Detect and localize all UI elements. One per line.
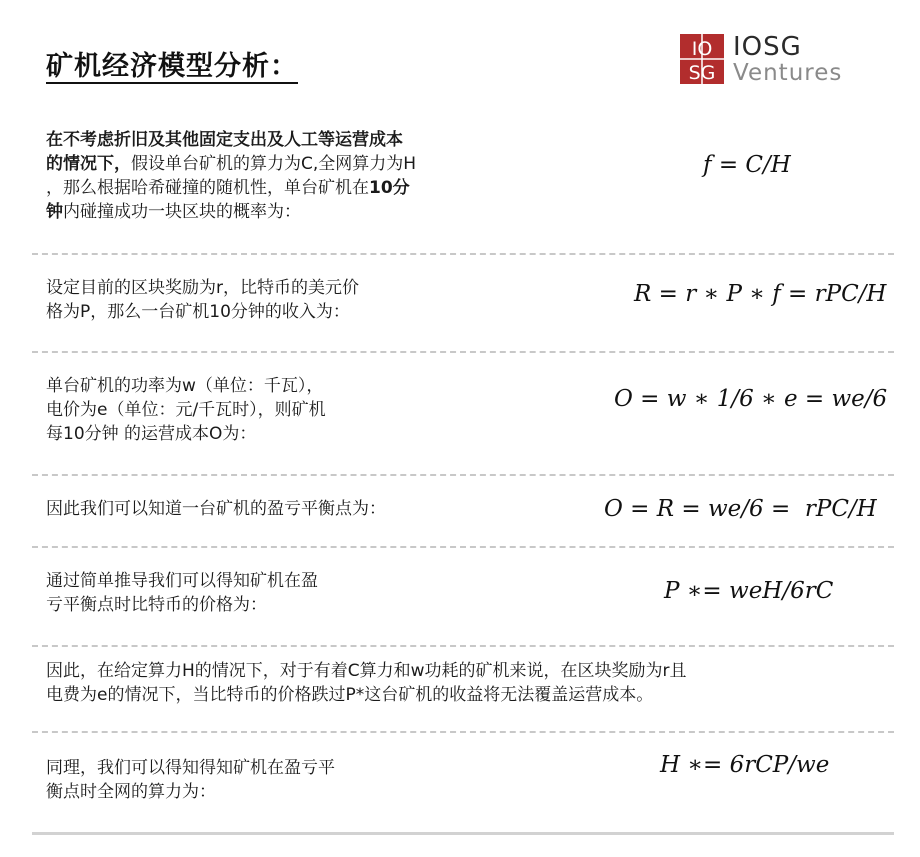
svg-text:SG: SG	[688, 62, 716, 84]
section-6-text	[46, 659, 687, 707]
divider	[32, 731, 894, 733]
text-run: 通过简单推导我们可以得知矿机在盈	[46, 571, 318, 591]
text-run: 电费为e的情况下，当比特币的价格跌过P*这台矿机的收益将无法覆盖运营成本。	[46, 685, 654, 705]
divider	[32, 645, 894, 647]
section-4-text	[46, 497, 386, 521]
text-run: 内碰撞成功一块区块的概率为：	[63, 202, 301, 222]
svg-text:IO: IO	[691, 38, 713, 60]
logo-brand: IOSG	[733, 32, 802, 62]
text-run: 设定目前的区块奖励为r，比特币的美元价	[46, 278, 359, 298]
text-line	[46, 200, 416, 224]
section-7-formula: H ∗= 6rCP/we	[660, 752, 830, 778]
section-3-text	[46, 374, 326, 446]
text-run: 同理，我们可以得知得知矿机在盈亏平	[46, 758, 335, 778]
text-line	[46, 756, 335, 780]
divider	[32, 351, 894, 353]
text-line	[46, 569, 318, 593]
divider	[32, 253, 894, 255]
text-run: ，那么根据哈希碰撞的随机性，单台矿机在	[46, 178, 369, 198]
text-line	[46, 780, 335, 804]
text-line	[46, 398, 326, 422]
divider	[32, 546, 894, 548]
text-line	[46, 422, 326, 446]
text-line	[46, 128, 416, 152]
section-1-formula: f = C/H	[703, 152, 791, 178]
section-5-text	[46, 569, 318, 617]
bold-text-run: 的情况下，	[46, 154, 131, 174]
logo-subtitle: Ventures	[733, 60, 843, 86]
text-line	[46, 374, 326, 398]
text-line	[46, 497, 386, 521]
text-line	[46, 300, 359, 324]
text-line	[46, 593, 318, 617]
divider	[32, 474, 894, 476]
bold-text-run: 在不考虑折旧及其他固定支出及人工等运营成本	[46, 130, 403, 150]
text-run: 因此，在给定算力H的情况下，对于有着C算力和w功耗的矿机来说，在区块奖励为r且	[46, 661, 687, 681]
section-2-text	[46, 276, 359, 324]
text-line	[46, 683, 687, 707]
logo-mark-icon	[680, 34, 724, 84]
text-line	[46, 176, 416, 200]
bold-text-run: 10分	[369, 178, 410, 198]
text-run: 单台矿机的功率为w（单位：千瓦），	[46, 376, 324, 396]
text-run: 格为P，那么一台矿机10分钟的收入为：	[46, 302, 350, 322]
text-run: 每10分钟 的运营成本O为：	[46, 424, 257, 444]
section-4-formula: O = R = we/6 = rPC/H	[604, 496, 877, 522]
bold-text-run: 钟	[46, 202, 63, 222]
page-title: 矿机经济模型分析：	[46, 51, 298, 82]
text-run: 假设单台矿机的算力为C,全网算力为H	[131, 154, 417, 174]
iosg-ventures-logo	[680, 34, 870, 88]
text-line	[46, 659, 687, 683]
section-1-text	[46, 128, 416, 224]
bottom-rule	[32, 832, 894, 835]
text-run: 电价为e（单位：元/千瓦时），则矿机	[46, 400, 326, 420]
text-run: 衡点时全网的算力为：	[46, 782, 216, 802]
text-line	[46, 276, 359, 300]
text-run: 因此我们可以知道一台矿机的盈亏平衡点为：	[46, 499, 386, 519]
section-3-formula: O = w ∗ 1/6 ∗ e = we/6	[614, 386, 888, 412]
section-2-formula: R = r ∗ P ∗ f = rPC/H	[634, 281, 887, 307]
text-run: 亏平衡点时比特币的价格为：	[46, 595, 267, 615]
section-7-text	[46, 756, 335, 804]
text-line	[46, 152, 416, 176]
section-5-formula: P ∗= weH/6rC	[664, 578, 834, 604]
